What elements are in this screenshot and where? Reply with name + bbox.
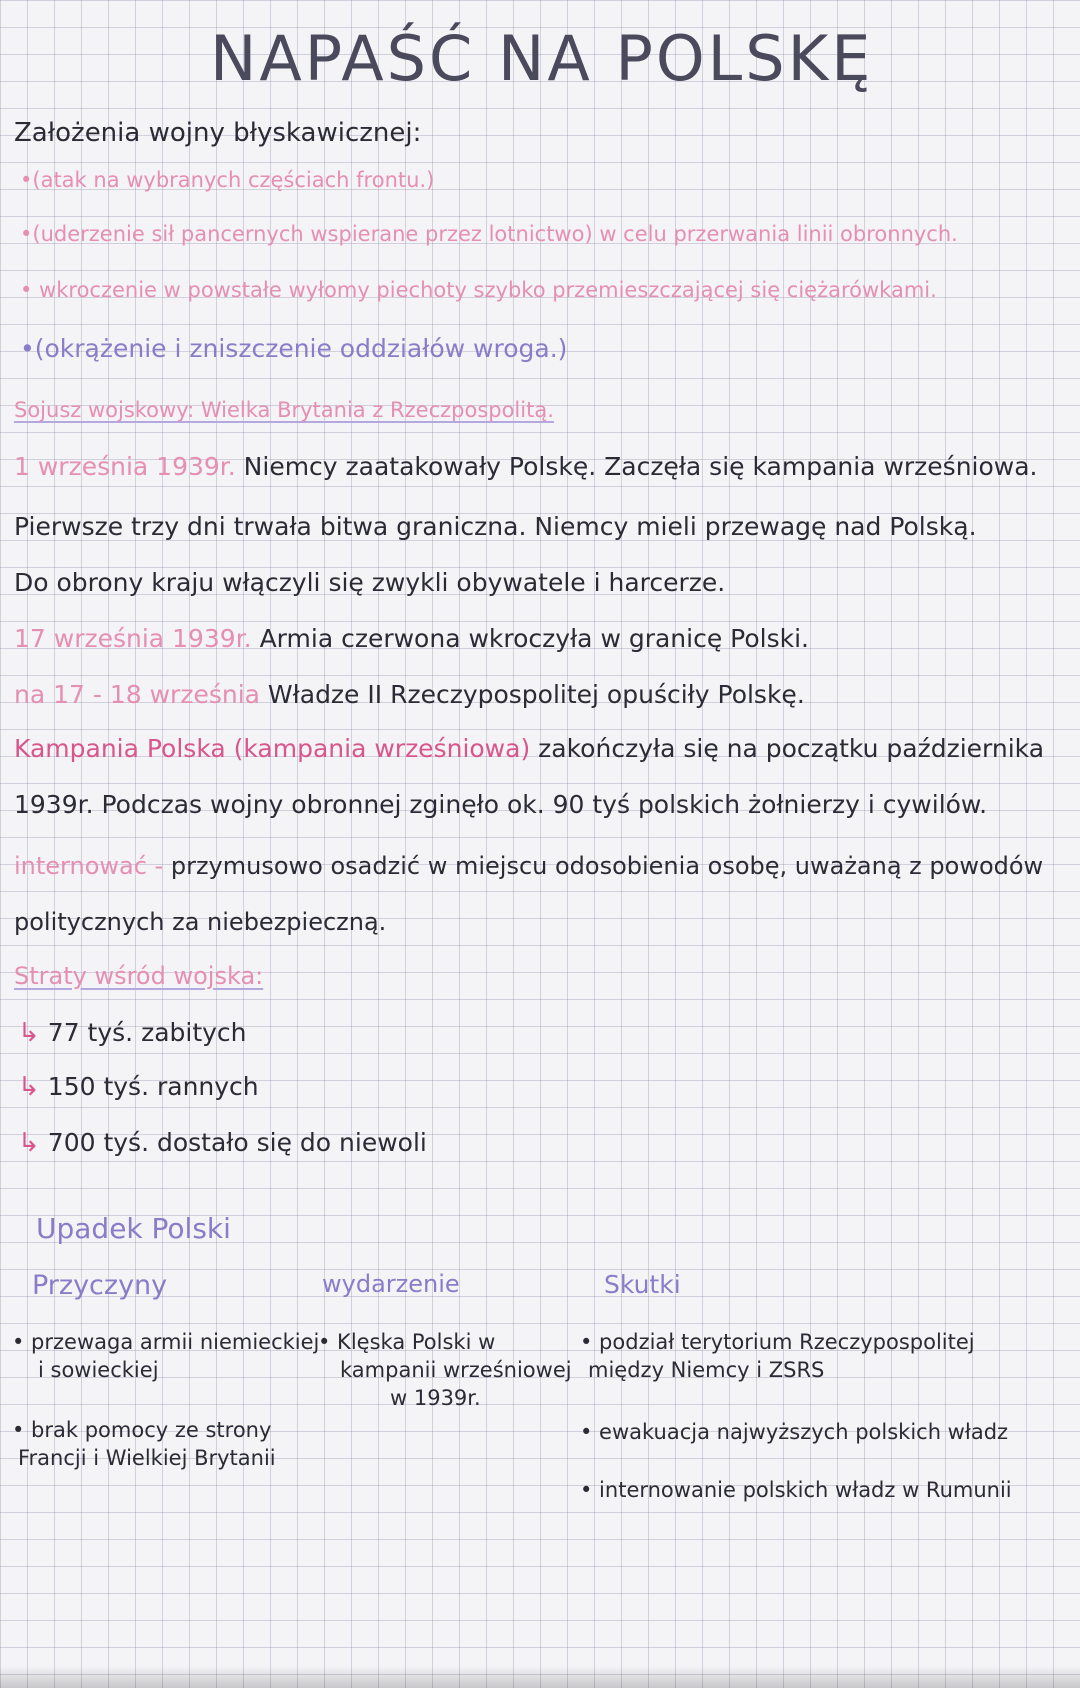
blitz-item: • wkroczenie w powstałe wyłomy piechoty szybko przemieszczającej się ciężarówkami. bbox=[20, 278, 937, 302]
effect-item-cont: między Niemcy i ZSRS bbox=[588, 1358, 825, 1382]
campaign-text: Władze II Rzeczypospolitej opuściły Polskę. bbox=[267, 680, 805, 709]
arrow-icon: ↳ bbox=[18, 1072, 40, 1102]
campaign-line: Do obrony kraju włączyli się zwykli obywatele i harcerze. bbox=[14, 568, 726, 597]
definition-line bbox=[14, 852, 1043, 880]
campaign-line bbox=[14, 734, 1044, 763]
blitz-heading: Założenia wojny błyskawicznej: bbox=[14, 118, 422, 148]
date-label: na 17 - 18 września bbox=[14, 680, 260, 709]
alliance-note: Sojusz wojskowy: Wielka Brytania z Rzeczpospolitą. bbox=[14, 398, 554, 422]
effect-item: • podział terytorium Rzeczypospolitej bbox=[580, 1330, 975, 1354]
arrow-icon: ↳ bbox=[18, 1128, 40, 1158]
event-item-cont: w 1939r. bbox=[390, 1386, 481, 1410]
page-title: NAPAŚĆ NA POLSKĘ bbox=[210, 22, 874, 95]
effects-label: Skutki bbox=[604, 1270, 681, 1299]
effect-item: • ewakuacja najwyższych polskich władz bbox=[580, 1420, 1009, 1444]
blitz-item: •(atak na wybranych częściach frontu.) bbox=[20, 168, 435, 192]
campaign-line bbox=[14, 680, 805, 709]
campaign-text: zakończyła się na początku października bbox=[538, 734, 1045, 763]
event-label: wydarzenie bbox=[322, 1270, 460, 1298]
definition-term: internować - bbox=[14, 852, 164, 880]
effect-item: • internowanie polskich władz w Rumunii bbox=[580, 1478, 1012, 1502]
campaign-name: Kampania Polska (kampania wrześniowa) bbox=[14, 734, 531, 763]
campaign-line: 1939r. Podczas wojny obronnej zginęło ok. 90 tyś polskich żołnierzy i cywilów. bbox=[14, 790, 988, 819]
definition-text: przymusowo osadzić w miejscu odosobienia osobę, uważaną z powodów bbox=[170, 852, 1044, 880]
causes-label: Przyczyny bbox=[32, 1270, 168, 1301]
fall-heading: Upadek Polski bbox=[36, 1212, 231, 1245]
date-label: 17 września 1939r. bbox=[14, 624, 252, 653]
event-item: • Klęska Polski w bbox=[318, 1330, 496, 1354]
cause-item: • brak pomocy ze strony bbox=[12, 1418, 272, 1442]
campaign-line: Pierwsze trzy dni trwała bitwa graniczna. Niemcy mieli przewagę nad Polską. bbox=[14, 512, 977, 541]
losses-heading: Straty wśród wojska: bbox=[14, 962, 264, 990]
cause-item-cont: Francji i Wielkiej Brytanii bbox=[18, 1446, 276, 1470]
cause-item-cont: i sowieckiej bbox=[38, 1358, 159, 1382]
loss-item: ↳ 150 tyś. rannych bbox=[18, 1072, 259, 1102]
campaign-text: Armia czerwona wkroczyła w granicę Polski. bbox=[259, 624, 809, 653]
loss-item: ↳ 77 tyś. zabitych bbox=[18, 1018, 247, 1048]
arrow-icon: ↳ bbox=[18, 1018, 40, 1048]
blitz-item: •(okrążenie i zniszczenie oddziałów wroga.) bbox=[20, 334, 568, 363]
definition-line: politycznych za niebezpieczną. bbox=[14, 908, 387, 936]
blitz-item: •(uderzenie sił pancernych wspierane przez lotnictwo) w celu przerwania linii obronnych. bbox=[20, 222, 958, 246]
campaign-line bbox=[14, 624, 809, 653]
date-label: 1 września 1939r. bbox=[14, 452, 236, 481]
event-item-cont: kampanii wrześniowej bbox=[340, 1358, 572, 1382]
page-edge-shadow bbox=[0, 1666, 1080, 1688]
loss-item: ↳ 700 tyś. dostało się do niewoli bbox=[18, 1128, 427, 1158]
campaign-text: Niemcy zaatakowały Polskę. Zaczęła się kampania wrześniowa. bbox=[243, 452, 1038, 481]
campaign-line bbox=[14, 452, 1038, 481]
cause-item: • przewaga armii niemieckiej bbox=[12, 1330, 320, 1354]
